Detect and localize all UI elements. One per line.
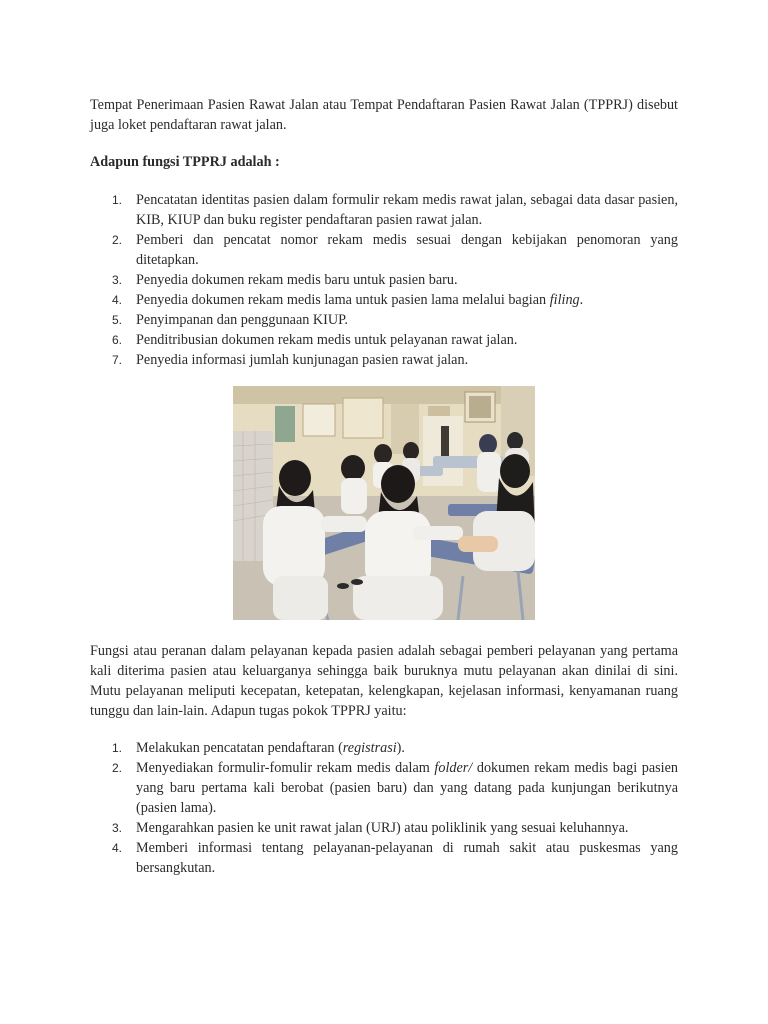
list-number: 2.: [112, 233, 123, 247]
list-item-text: Mengarahkan pasien ke unit rawat jalan (URJ) atau poliklinik yang sesuai keluhannya.: [136, 820, 629, 836]
list-item-text: Pemberi dan pencatat nomor rekam medis sesuai dengan kebijakan penomoran yang ditetapkan.: [136, 232, 678, 268]
list-number: 7.: [112, 353, 123, 367]
list-number: 6.: [112, 333, 123, 347]
list-item: [90, 190, 678, 230]
role-paragraph: Fungsi atau peranan dalam pelayanan kepada pasien adalah sebagai pemberi pelayanan yang pertama kali diterima pasien atau keluarganya sehingga baik buruknya mutu pelayanan akan dinilai di sini. Mutu pelayanan meliputi kecepatan, ketepatan, kelengkapan, kejelasan informasi, kenyamanan ruang tunggu dan lain-lain. Adapun tugas pokok TPPRJ yaitu:: [90, 643, 678, 719]
list-item: [90, 230, 678, 270]
list-item-emphasis: registrasi: [342, 740, 397, 756]
waiting-room-illustration: [233, 386, 535, 620]
tasks-list: [90, 738, 678, 878]
list-item: [90, 350, 678, 370]
list-item-text: Penyedia dokumen rekam medis lama untuk pasien lama melalui bagian: [136, 292, 550, 308]
list-item-text: Pencatatan identitas pasien dalam formulir rekam medis rawat jalan, sebagai data dasar pasien, KIB, KIUP dan buku register pendaftaran pasien rawat jalan.: [136, 192, 678, 228]
list-item-text: Melakukan pencatatan pendaftaran (: [136, 740, 343, 756]
waiting-room-photo: [233, 386, 535, 620]
list-number: 2.: [112, 761, 123, 775]
document-page: [90, 95, 678, 878]
list-item: [90, 310, 678, 330]
functions-list: [90, 190, 678, 370]
list-item: [90, 738, 678, 758]
list-item-text: Menyediakan formulir-fomulir rekam medis dalam: [136, 760, 435, 776]
intro-paragraph: Tempat Penerimaan Pasien Rawat Jalan atau Tempat Pendaftaran Pasien Rawat Jalan (TPPRJ) disebut juga loket pendaftaran rawat jalan.: [90, 97, 678, 133]
list-item-text: Penyimpanan dan penggunaan KIUP.: [136, 312, 348, 328]
list-number: 5.: [112, 313, 123, 327]
list-number: 3.: [112, 273, 123, 287]
list-item-emphasis: filing: [549, 292, 580, 308]
list-item-text: ).: [396, 740, 405, 756]
list-item-text: .: [579, 292, 584, 308]
list-item: [90, 818, 678, 838]
list-item-emphasis: folder/: [434, 760, 473, 776]
list-number: 1.: [112, 741, 123, 755]
list-item-text: Penditribusian dokumen rekam medis untuk pelayanan rawat jalan.: [136, 332, 518, 348]
list-item-text: Memberi informasi tentang pelayanan-pelayanan di rumah sakit atau puskesmas yang bersangkutan.: [136, 840, 678, 876]
list-item: [90, 330, 678, 350]
list-number: 4.: [112, 293, 123, 307]
list-number: 3.: [112, 821, 123, 835]
list-item-text: Penyedia dokumen rekam medis baru untuk pasien baru.: [136, 272, 458, 288]
list-item: [90, 290, 678, 310]
list-item: [90, 758, 678, 818]
figure: [90, 386, 678, 620]
functions-heading: Adapun fungsi TPPRJ adalah :: [90, 154, 280, 170]
list-number: 1.: [112, 193, 123, 207]
list-item: [90, 270, 678, 290]
list-item-text: dokumen rekam medis bagi pasien yang baru pertama kali berobat (pasien baru) dan yang datang pada kunjungan berikutnya (pasien lama).: [136, 760, 678, 816]
list-item: [90, 838, 678, 878]
list-number: 4.: [112, 841, 123, 855]
list-item-text: Penyedia informasi jumlah kunjunagan pasien rawat jalan.: [136, 352, 469, 368]
